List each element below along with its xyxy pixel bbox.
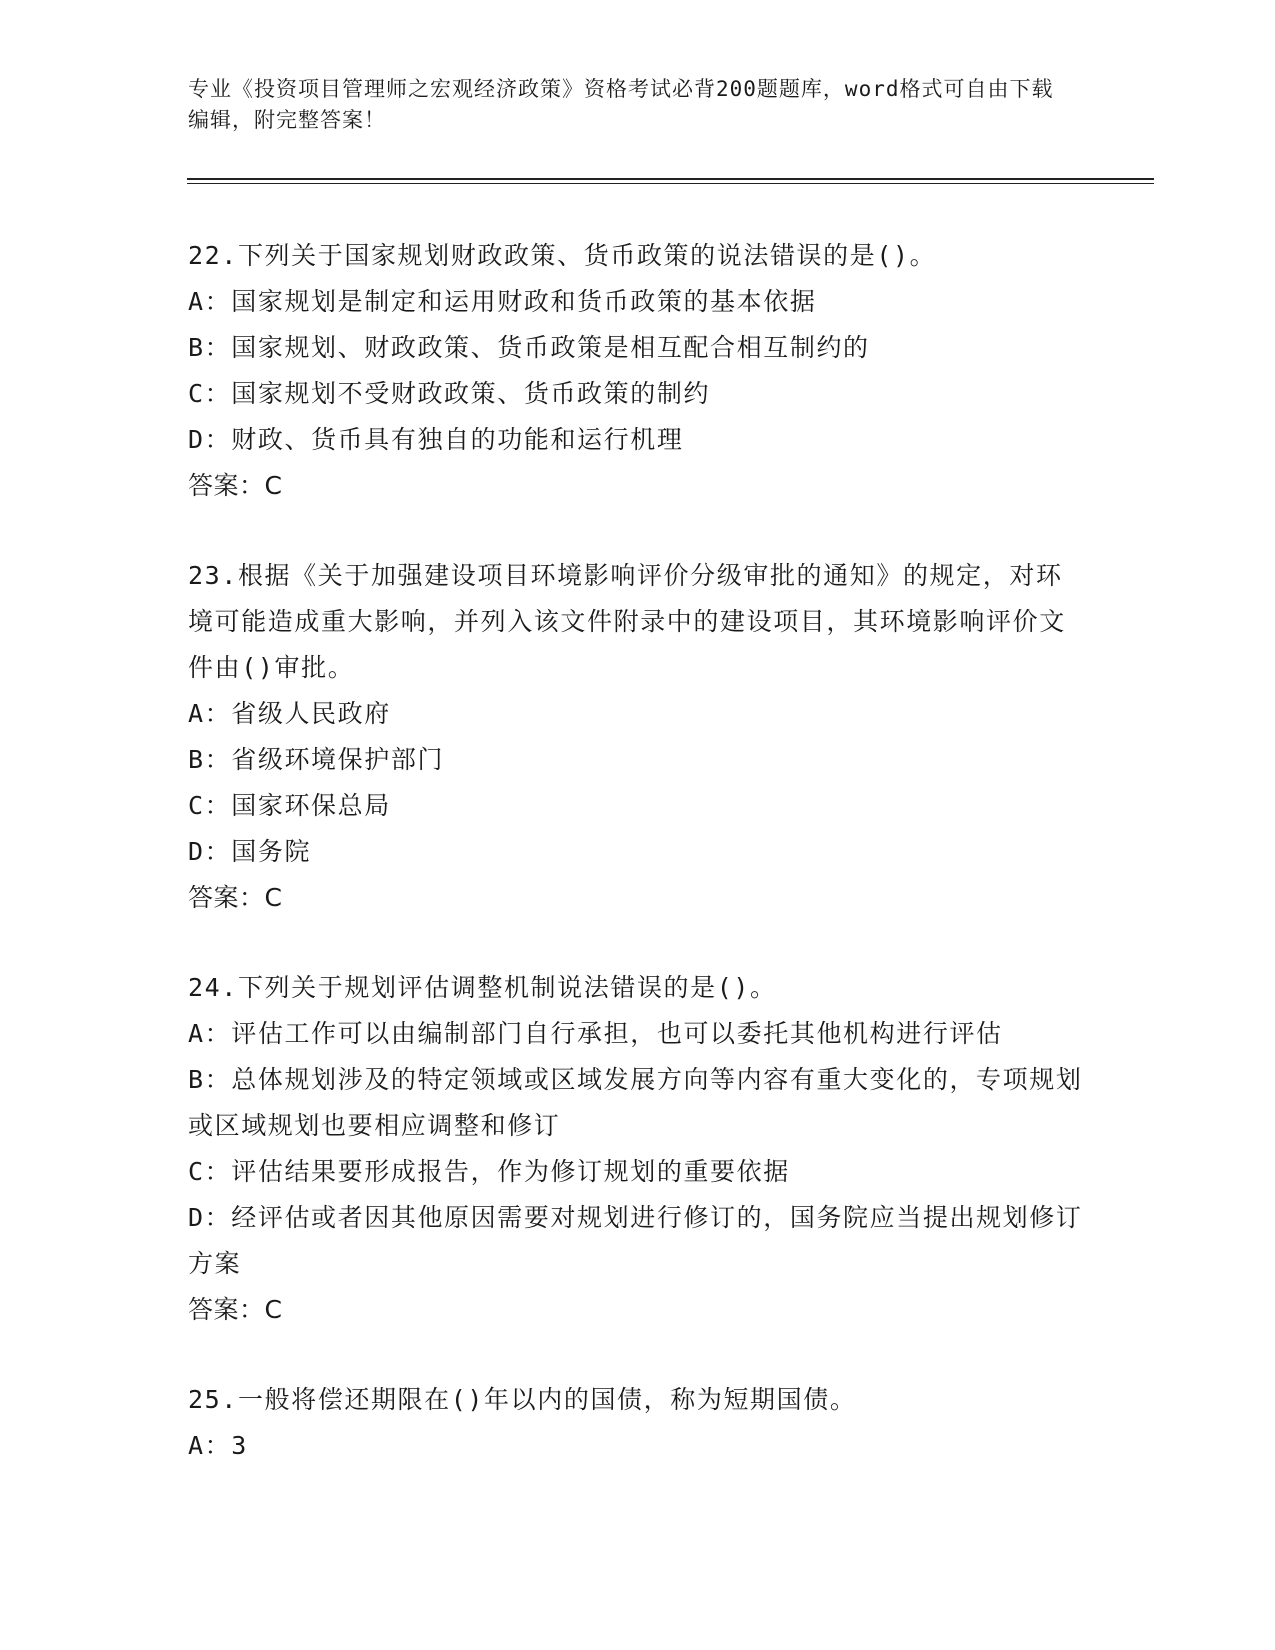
- question-list: [188, 233, 1088, 1513]
- question-22: [188, 233, 1088, 509]
- answer: 答案：C: [188, 471, 283, 500]
- option-a: A：3: [188, 1431, 248, 1460]
- option-b: B：国家规划、财政政策、货币政策是相互配合相互制约的: [188, 333, 870, 362]
- option-b: B：总体规划涉及的特定领域或区域发展方向等内容有重大变化的，专项规划或区域规划也要相应调整和修订: [188, 1065, 1083, 1140]
- header-divider-thin: [187, 183, 1154, 184]
- question-stem: 23.根据《关于加强建设项目环境影响评价分级审批的通知》的规定，对环境可能造成重大影响，并列入该文件附录中的建设项目，其环境影响评价文件由()审批。: [188, 561, 1066, 682]
- option-a: A：国家规划是制定和运用财政和货币政策的基本依据: [188, 287, 817, 316]
- document-header: 专业《投资项目管理师之宏观经济政策》资格考试必背200题题库，word格式可自由下载编辑，附完整答案！: [188, 77, 1054, 132]
- option-d: D：财政、货币具有独自的功能和运行机理: [188, 425, 684, 454]
- option-b: B：省级环境保护部门: [188, 745, 445, 774]
- question-stem: 22.下列关于国家规划财政政策、货币政策的说法错误的是()。: [188, 241, 937, 270]
- option-a: A：评估工作可以由编制部门自行承担，也可以委托其他机构进行评估: [188, 1019, 1003, 1048]
- answer: 答案：C: [188, 1295, 283, 1324]
- option-d: D：国务院: [188, 837, 312, 866]
- question-stem: 25.一般将偿还期限在()年以内的国债，称为短期国债。: [188, 1385, 857, 1414]
- answer: 答案：C: [188, 883, 283, 912]
- question-24: [188, 965, 1088, 1333]
- option-d: D：经评估或者因其他原因需要对规划进行修订的，国务院应当提出规划修订方案: [188, 1203, 1083, 1278]
- option-a: A：省级人民政府: [188, 699, 391, 728]
- header-divider-thick: [187, 178, 1154, 180]
- option-c: C：国家规划不受财政政策、货币政策的制约: [188, 379, 711, 408]
- question-stem: 24.下列关于规划评估调整机制说法错误的是()。: [188, 973, 777, 1002]
- option-c: C：评估结果要形成报告，作为修订规划的重要依据: [188, 1157, 790, 1186]
- question-25: [188, 1377, 1088, 1469]
- question-23: [188, 553, 1088, 921]
- option-c: C：国家环保总局: [188, 791, 391, 820]
